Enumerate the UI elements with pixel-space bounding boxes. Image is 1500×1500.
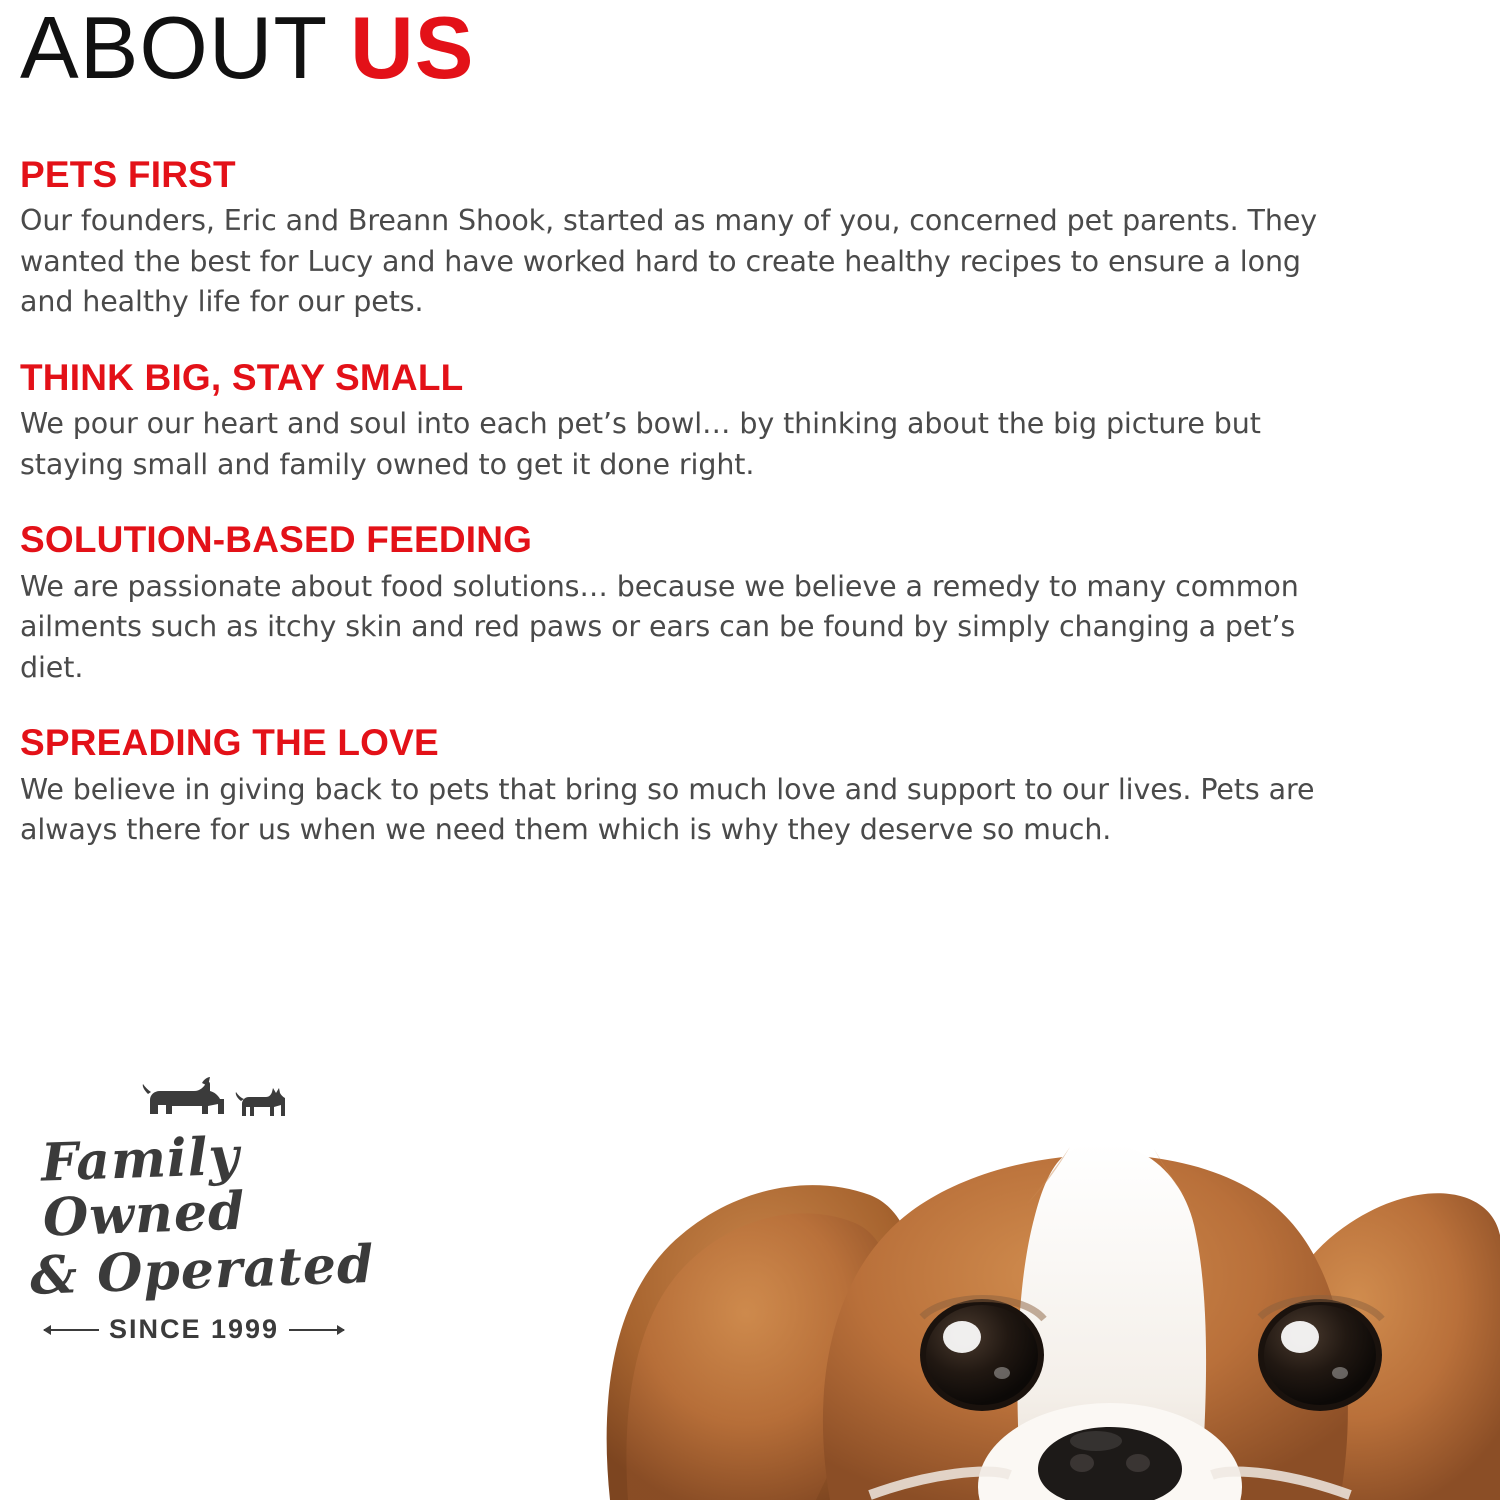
page-title bbox=[20, 0, 1480, 97]
section-body: We are passionate about food solutions… because we believe a remedy to many common ailments such as itchy skin and red paws or ears can be found by simply changing a pet’s diet. bbox=[20, 569, 1299, 684]
sections-list bbox=[20, 154, 1480, 850]
section-heading: SPREADING THE LOVE bbox=[20, 722, 439, 764]
badge-since-text: SINCE 1999 bbox=[108, 1314, 280, 1344]
page-title-us: US bbox=[350, 0, 475, 97]
section-heading: SOLUTION-BASED FEEDING bbox=[20, 519, 533, 561]
section-think-big-stay-small bbox=[20, 357, 1480, 485]
section-spreading-the-love bbox=[20, 722, 1480, 850]
badge-rule-left bbox=[44, 1329, 99, 1331]
section-body: Our founders, Eric and Breann Shook, started as many of you, concerned pet parents. They wanted the best for Lucy and have worked hard to create healthy recipes to ensure a long and healthy life for our pets. bbox=[20, 204, 1318, 319]
section-body: We believe in giving back to pets that bring so much love and support to our lives. Pets are always there for us when we need them which is why they deserve so much. bbox=[20, 772, 1315, 846]
section-pets-first bbox=[20, 154, 1480, 323]
badge-line-two: & Operated bbox=[29, 1234, 376, 1308]
puppy-photo bbox=[310, 1055, 1500, 1500]
section-body: We pour our heart and soul into each pet’s bowl… by thinking about the big picture but staying small and family owned to get it done right. bbox=[20, 407, 1261, 481]
lower-area bbox=[0, 1040, 1500, 1500]
section-solution-based-feeding bbox=[20, 519, 1480, 688]
section-heading: THINK BIG, STAY SMALL bbox=[20, 356, 464, 398]
badge-since-row bbox=[44, 1314, 344, 1345]
badge-line-one: Family Owned bbox=[40, 1125, 247, 1249]
page-title-about: ABOUT bbox=[20, 0, 329, 97]
section-heading: PETS FIRST bbox=[20, 154, 236, 195]
